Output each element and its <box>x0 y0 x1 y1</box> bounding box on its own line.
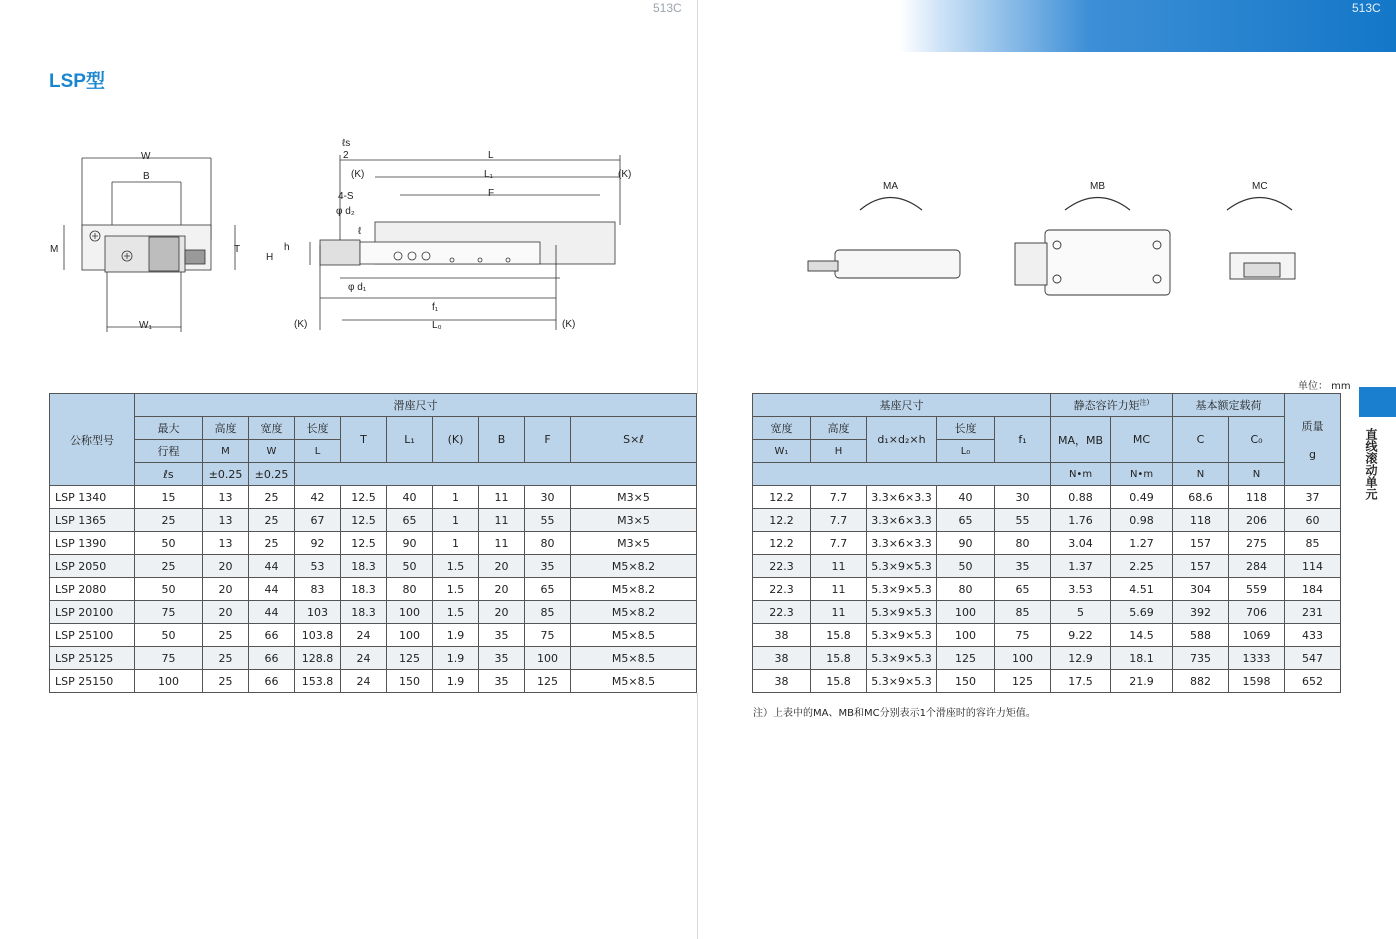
table-cell: 65 <box>937 509 995 532</box>
page-number-right: 513C <box>1352 1 1381 15</box>
table-cell: M5×8.5 <box>571 670 697 693</box>
table-cell: 85 <box>995 601 1051 624</box>
th-M-3: ±0.25 <box>203 463 249 486</box>
table-cell: 5.3×9×5.3 <box>867 670 937 693</box>
table-cell: 1 <box>433 509 479 532</box>
header-band <box>900 0 1396 52</box>
table-cell: 392 <box>1173 601 1229 624</box>
table-cell: 18.1 <box>1111 647 1173 670</box>
th-H-2: H <box>811 440 867 463</box>
table-cell: 25 <box>203 647 249 670</box>
table-cell: 20 <box>203 578 249 601</box>
table-cell: 184 <box>1285 578 1341 601</box>
table-cell: 50 <box>937 555 995 578</box>
table-cell: 547 <box>1285 647 1341 670</box>
table-cell: 9.22 <box>1051 624 1111 647</box>
table-cell: 85 <box>525 601 571 624</box>
label-B: B <box>143 171 150 182</box>
th-MC-unit: N•m <box>1111 463 1173 486</box>
label-L0: L₀ <box>432 320 442 331</box>
table-cell: 1.9 <box>433 670 479 693</box>
table-cell: 66 <box>249 624 295 647</box>
gap-cell <box>697 601 753 624</box>
table-cell: 1.27 <box>1111 532 1173 555</box>
th-L1: L₁ <box>387 417 433 463</box>
table-row <box>50 670 1341 693</box>
label-M: M <box>50 244 59 255</box>
table-cell: 100 <box>387 601 433 624</box>
table-cell: 5.3×9×5.3 <box>867 601 937 624</box>
spec-table <box>49 393 1341 693</box>
table-cell: 150 <box>937 670 995 693</box>
table-cell: 12.2 <box>753 486 811 509</box>
table-cell: 20 <box>203 555 249 578</box>
side-tab <box>1359 387 1396 417</box>
table-cell: 206 <box>1229 509 1285 532</box>
table-cell: 35 <box>479 647 525 670</box>
label-L: L <box>488 150 494 161</box>
label-ls-den: 2 <box>343 150 349 161</box>
table-cell: 100 <box>387 624 433 647</box>
table-cell: 0.88 <box>1051 486 1111 509</box>
table-cell: 17.5 <box>1051 670 1111 693</box>
table-cell: 22.3 <box>753 578 811 601</box>
table-cell: 7.7 <box>811 486 867 509</box>
table-cell: 80 <box>995 532 1051 555</box>
table-cell: 4.51 <box>1111 578 1173 601</box>
table-cell: M5×8.5 <box>571 624 697 647</box>
page-number-left: 513C <box>653 1 682 15</box>
end-view-drawing <box>45 140 245 340</box>
table-cell: LSP 2050 <box>50 555 135 578</box>
table-cell: 38 <box>753 647 811 670</box>
table-cell: 24 <box>341 647 387 670</box>
table-cell: 0.49 <box>1111 486 1173 509</box>
table-cell: 22.3 <box>753 555 811 578</box>
table-cell: M5×8.2 <box>571 578 697 601</box>
table-cell: 20 <box>203 601 249 624</box>
table-cell: 38 <box>753 624 811 647</box>
table-cell: 75 <box>135 601 203 624</box>
table-cell: 15.8 <box>811 647 867 670</box>
label-H: H <box>266 252 274 263</box>
table-cell: 5.3×9×5.3 <box>867 578 937 601</box>
table-cell: 5 <box>1051 601 1111 624</box>
table-cell: 35 <box>479 670 525 693</box>
label-ls: ℓs <box>342 138 351 149</box>
label-F: F <box>488 188 495 199</box>
table-cell: 1.5 <box>433 601 479 624</box>
th-model: 公称型号 <box>50 394 135 486</box>
th-L0-1: 长度 <box>937 417 995 440</box>
table-cell: 1.5 <box>433 578 479 601</box>
table-cell: 18.3 <box>341 555 387 578</box>
label-W1: W₁ <box>139 320 152 331</box>
table-cell: 66 <box>249 647 295 670</box>
table-cell: 75 <box>995 624 1051 647</box>
table-cell: 882 <box>1173 670 1229 693</box>
table-cell: 25 <box>249 509 295 532</box>
table-cell: 1.9 <box>433 624 479 647</box>
table-cell: 3.3×6×3.3 <box>867 486 937 509</box>
table-cell: 65 <box>995 578 1051 601</box>
th-MC: MC <box>1111 417 1173 463</box>
table-cell: LSP 25125 <box>50 647 135 670</box>
table-cell: LSP 1390 <box>50 532 135 555</box>
table-cell: 55 <box>525 509 571 532</box>
table-cell: 13 <box>203 486 249 509</box>
table-cell: 304 <box>1173 578 1229 601</box>
table-cell: 1333 <box>1229 647 1285 670</box>
table-cell: 12.5 <box>341 486 387 509</box>
table-cell: 35 <box>995 555 1051 578</box>
table-cell: 40 <box>937 486 995 509</box>
table-cell: 67 <box>295 509 341 532</box>
table-cell: 284 <box>1229 555 1285 578</box>
label-MB: MB <box>1090 181 1105 192</box>
table-row <box>50 624 1341 647</box>
table-cell: 100 <box>937 624 995 647</box>
table-cell: 103 <box>295 601 341 624</box>
table-cell: 103.8 <box>295 624 341 647</box>
table-row <box>50 532 1341 555</box>
th-M-1: 高度 <box>203 417 249 440</box>
gap-cell <box>697 486 753 509</box>
table-cell: 22.3 <box>753 601 811 624</box>
table-cell: LSP 25150 <box>50 670 135 693</box>
table-cell: 38 <box>753 670 811 693</box>
table-cell: 24 <box>341 670 387 693</box>
gap-cell <box>697 394 753 486</box>
label-h: h <box>284 242 290 253</box>
table-cell: 100 <box>995 647 1051 670</box>
th-H-1: 高度 <box>811 417 867 440</box>
table-cell: 44 <box>249 555 295 578</box>
table-cell: 44 <box>249 601 295 624</box>
table-cell: 85 <box>1285 532 1341 555</box>
table-cell: 11 <box>479 486 525 509</box>
th-MAMB-unit: N•m <box>1051 463 1111 486</box>
th-S: S×ℓ <box>571 417 697 463</box>
table-cell: 12.5 <box>341 509 387 532</box>
gap-cell <box>697 624 753 647</box>
th-mass: 质量 g <box>1285 394 1341 486</box>
table-row <box>50 555 1341 578</box>
table-cell: 30 <box>995 486 1051 509</box>
table-cell: 11 <box>479 532 525 555</box>
label-K-top-right: (K) <box>618 169 632 180</box>
th-moment-group: 静态容许力矩$^{注)}$ <box>1051 394 1173 417</box>
table-cell: 75 <box>135 647 203 670</box>
th-stroke-2: 行程 <box>135 440 203 463</box>
table-cell: 68.6 <box>1173 486 1229 509</box>
th-F: F <box>525 417 571 463</box>
table-cell: 11 <box>811 555 867 578</box>
table-cell: 559 <box>1229 578 1285 601</box>
table-cell: 100 <box>937 601 995 624</box>
label-d1: φ d₁ <box>348 282 367 293</box>
table-cell: 24 <box>341 624 387 647</box>
table-cell: 125 <box>387 647 433 670</box>
table-cell: 15.8 <box>811 670 867 693</box>
footnote: 注）上表中的MA、MB和MC分别表示1个滑座时的容许力矩值。 <box>753 708 1036 719</box>
table-cell: 35 <box>479 624 525 647</box>
table-cell: LSP 1365 <box>50 509 135 532</box>
th-C: C <box>1173 417 1229 463</box>
th-blank <box>295 463 697 486</box>
th-L0-2: L₀ <box>937 440 995 463</box>
table-cell: 114 <box>1285 555 1341 578</box>
table-cell: LSP 25100 <box>50 624 135 647</box>
th-C0-unit: N <box>1229 463 1285 486</box>
table-cell: 706 <box>1229 601 1285 624</box>
table-cell: 25 <box>135 555 203 578</box>
table-cell: LSP 20100 <box>50 601 135 624</box>
table-cell: 652 <box>1285 670 1341 693</box>
th-L-1: 长度 <box>295 417 341 440</box>
th-MAMB: MA，MB <box>1051 417 1111 463</box>
table-cell: 25 <box>249 486 295 509</box>
th-C-unit: N <box>1173 463 1229 486</box>
gap-cell <box>697 555 753 578</box>
table-cell: 5.3×9×5.3 <box>867 624 937 647</box>
table-cell: 20 <box>479 578 525 601</box>
label-K-bottom-left: (K) <box>294 319 308 330</box>
table-cell: 118 <box>1173 509 1229 532</box>
table-cell: 50 <box>135 532 203 555</box>
table-cell: 3.53 <box>1051 578 1111 601</box>
table-cell: 735 <box>1173 647 1229 670</box>
table-cell: 13 <box>203 532 249 555</box>
table-cell: 12.5 <box>341 532 387 555</box>
label-K-top-left: (K) <box>351 169 365 180</box>
table-cell: 14.5 <box>1111 624 1173 647</box>
table-cell: 433 <box>1285 624 1341 647</box>
table-cell: 20 <box>479 601 525 624</box>
table-cell: 5.69 <box>1111 601 1173 624</box>
th-slider-group: 滑座尺寸 <box>135 394 697 417</box>
table-cell: 231 <box>1285 601 1341 624</box>
table-cell: 157 <box>1173 555 1229 578</box>
table-row <box>50 509 1341 532</box>
table-cell: 5.3×9×5.3 <box>867 647 937 670</box>
table-cell: 37 <box>1285 486 1341 509</box>
table-row <box>50 601 1341 624</box>
table-cell: 53 <box>295 555 341 578</box>
table-cell: 60 <box>1285 509 1341 532</box>
label-MA: MA <box>883 181 898 192</box>
label-S: 4-S <box>338 191 354 202</box>
th-T: T <box>341 417 387 463</box>
th-d: d₁×d₂×h <box>867 417 937 463</box>
side-view-drawing <box>266 130 640 335</box>
th-W1-1: 宽度 <box>753 417 811 440</box>
gap-cell <box>697 647 753 670</box>
side-label: 直线滚动单元 <box>1364 428 1378 500</box>
table-cell: 20 <box>479 555 525 578</box>
table-cell: 65 <box>387 509 433 532</box>
table-cell: 42 <box>295 486 341 509</box>
table-cell: 157 <box>1173 532 1229 555</box>
table-cell: 275 <box>1229 532 1285 555</box>
table-cell: 2.25 <box>1111 555 1173 578</box>
table-cell: 7.7 <box>811 532 867 555</box>
table-cell: 588 <box>1173 624 1229 647</box>
table-cell: 55 <box>995 509 1051 532</box>
table-cell: 5.3×9×5.3 <box>867 555 937 578</box>
table-cell: 21.9 <box>1111 670 1173 693</box>
label-W: W <box>141 151 151 162</box>
table-cell: 150 <box>387 670 433 693</box>
th-W1-2: W₁ <box>753 440 811 463</box>
table-cell: 11 <box>811 578 867 601</box>
table-cell: 100 <box>525 647 571 670</box>
th-W-2: W <box>249 440 295 463</box>
table-cell: 1.5 <box>433 555 479 578</box>
th-W-1: 宽度 <box>249 417 295 440</box>
table-cell: 13 <box>203 509 249 532</box>
table-cell: 83 <box>295 578 341 601</box>
th-base-group: 基座尺寸 <box>753 394 1051 417</box>
table-cell: LSP 1340 <box>50 486 135 509</box>
table-cell: 128.8 <box>295 647 341 670</box>
table-cell: 3.3×6×3.3 <box>867 509 937 532</box>
table-cell: 90 <box>937 532 995 555</box>
table-row <box>50 486 1341 509</box>
label-L1: L₁ <box>484 169 493 180</box>
table-row <box>50 578 1341 601</box>
table-cell: 44 <box>249 578 295 601</box>
table-cell: M3×5 <box>571 509 697 532</box>
gap-cell <box>697 509 753 532</box>
table-cell: 1 <box>433 532 479 555</box>
label-l: ℓ <box>358 226 362 237</box>
table-cell: 66 <box>249 670 295 693</box>
table-cell: M5×8.2 <box>571 555 697 578</box>
table-cell: 75 <box>525 624 571 647</box>
table-cell: 0.98 <box>1111 509 1173 532</box>
table-cell: 80 <box>525 532 571 555</box>
gap-cell <box>697 532 753 555</box>
table-cell: 50 <box>135 578 203 601</box>
table-cell: 12.9 <box>1051 647 1111 670</box>
table-cell: 1 <box>433 486 479 509</box>
moment-diagrams <box>800 175 1310 305</box>
table-cell: 12.2 <box>753 509 811 532</box>
table-cell: 118 <box>1229 486 1285 509</box>
table-cell: 11 <box>479 509 525 532</box>
table-cell: 80 <box>937 578 995 601</box>
table-cell: 18.3 <box>341 601 387 624</box>
th-M-2: M <box>203 440 249 463</box>
spec-table-wrap <box>49 393 1341 693</box>
table-cell: LSP 2080 <box>50 578 135 601</box>
table-cell: 65 <box>525 578 571 601</box>
gap-cell <box>697 578 753 601</box>
table-cell: 1.76 <box>1051 509 1111 532</box>
table-cell: 125 <box>937 647 995 670</box>
table-cell: 1598 <box>1229 670 1285 693</box>
table-cell: 90 <box>387 532 433 555</box>
th-W-3: ±0.25 <box>249 463 295 486</box>
th-K: (K) <box>433 417 479 463</box>
th-C0: C₀ <box>1229 417 1285 463</box>
table-cell: 125 <box>525 670 571 693</box>
table-cell: 1.9 <box>433 647 479 670</box>
th-stroke-1: 最大 <box>135 417 203 440</box>
table-cell: 1069 <box>1229 624 1285 647</box>
unit-label: 单位： mm <box>1298 381 1351 392</box>
th-B: B <box>479 417 525 463</box>
table-cell: 50 <box>135 624 203 647</box>
spec-body <box>50 486 1341 693</box>
th-blank-base <box>753 463 1051 486</box>
gap-cell <box>697 670 753 693</box>
table-cell: 100 <box>135 670 203 693</box>
table-cell: 40 <box>387 486 433 509</box>
table-cell: 18.3 <box>341 578 387 601</box>
table-row <box>50 647 1341 670</box>
label-MC: MC <box>1252 181 1268 192</box>
table-cell: 35 <box>525 555 571 578</box>
table-cell: 11 <box>811 601 867 624</box>
table-cell: 3.04 <box>1051 532 1111 555</box>
table-cell: 1.37 <box>1051 555 1111 578</box>
table-cell: M3×5 <box>571 486 697 509</box>
table-cell: 25 <box>249 532 295 555</box>
table-cell: 25 <box>203 624 249 647</box>
table-cell: 80 <box>387 578 433 601</box>
table-cell: 3.3×6×3.3 <box>867 532 937 555</box>
table-cell: 7.7 <box>811 509 867 532</box>
table-cell: M3×5 <box>571 532 697 555</box>
table-cell: 15.8 <box>811 624 867 647</box>
label-T: T <box>234 244 241 255</box>
table-cell: 153.8 <box>295 670 341 693</box>
page-title: LSP型 <box>49 71 105 92</box>
label-K-bottom-right: (K) <box>562 319 576 330</box>
table-cell: 92 <box>295 532 341 555</box>
table-cell: M5×8.2 <box>571 601 697 624</box>
table-cell: 125 <box>995 670 1051 693</box>
label-d2: φ d₂ <box>336 206 355 217</box>
table-cell: M5×8.5 <box>571 647 697 670</box>
table-cell: 50 <box>387 555 433 578</box>
label-f1: f₁ <box>432 302 439 313</box>
th-stroke-3: ℓs <box>135 463 203 486</box>
th-load-group: 基本额定载荷 <box>1173 394 1285 417</box>
table-cell: 25 <box>135 509 203 532</box>
th-f1: f₁ <box>995 417 1051 463</box>
table-cell: 15 <box>135 486 203 509</box>
th-L-2: L <box>295 440 341 463</box>
table-cell: 25 <box>203 670 249 693</box>
table-cell: 12.2 <box>753 532 811 555</box>
table-cell: 30 <box>525 486 571 509</box>
